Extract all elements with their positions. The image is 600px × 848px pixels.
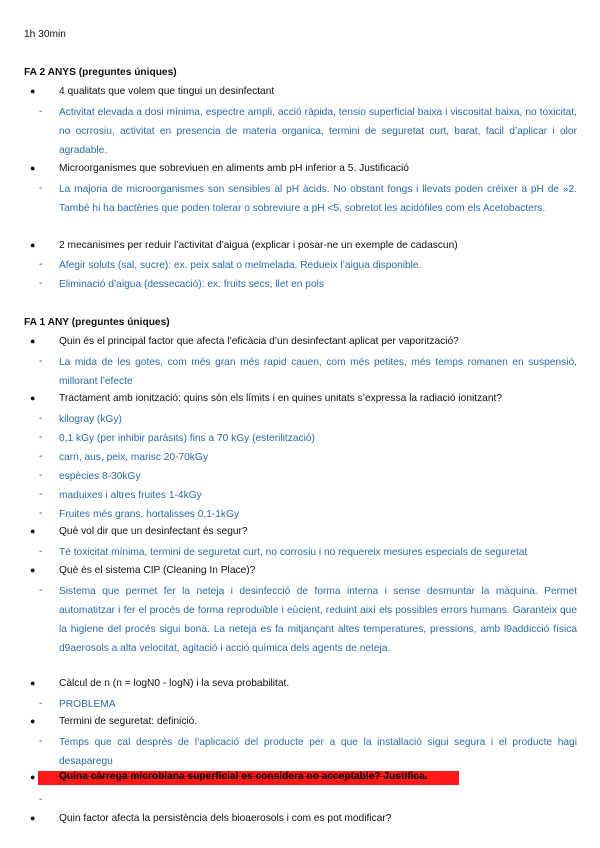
section-heading-fa2: FA 2 ANYS (preguntes úniques) (24, 67, 177, 78)
dash-icon: - (39, 698, 43, 709)
dash-icon: - (39, 259, 43, 270)
dash-icon: - (39, 546, 43, 557)
answer-text: carn, aus, peix, marisc 20-70kGy (59, 452, 208, 463)
question-text: Termini de seguretat: definició. (59, 716, 198, 727)
dash-icon: - (39, 736, 43, 747)
bullet-icon: ● (30, 526, 36, 536)
highlighted-question (30, 771, 459, 785)
section-heading-fa1: FA 1 ANY (preguntes úniques) (24, 317, 170, 328)
bullet-icon: ● (30, 565, 36, 575)
question-text: Quin és el principal factor que afecta l’eficàcia d’un desinfectant aplicat per vaporització? (59, 336, 459, 347)
answer-text: Eliminació d’aigua (dessecació): ex. fruits secs, llet en pols (59, 279, 324, 290)
answer-text: La mida de les gotes, com més gran més rapid cauen, com més petites, més temps romanen en suspensió, millorant l’efecte (59, 357, 577, 387)
dash-icon: - (39, 356, 43, 367)
duration-text: 1h 30min (24, 29, 66, 40)
bullet-icon: ● (30, 772, 36, 782)
bullet-icon: ● (30, 393, 36, 403)
bullet-icon: ● (30, 240, 36, 250)
answer-text: Sistema que permet fer la neteja i desinfecció de forma interna i sense desmuntar la màquina. Permet automatitzar i fer el procés de forma reproduïble i eùcient, reduint així els possibles errors humans. Garanteix que la higiene del procés sigui bona. La neteja es fa mitjançant altes temperatures, pressions, amb l9addicció física d9aerosols a alta velocitat, agitació i acció química dels agents de neteja. (59, 586, 577, 654)
bullet-icon: ● (30, 813, 36, 823)
question-text: Quina càrrega microbiana superficial es considera no acceptable? Justifica. (59, 771, 428, 782)
dash-icon: - (39, 183, 43, 194)
question-text: Càlcul de n (n = logN0 - logN) i la seva probabilitat. (59, 678, 290, 689)
answer-text: Temps que cal després de l’aplicació del producte per a que la installació sigui segura i el producte hagi desaparegu (59, 737, 577, 767)
answer-text: Té toxicitat mínima, termini de seguretat curt, no corrosiu i no requereix mesures especials de seguretat (59, 547, 528, 558)
answer-text: La majoria de microorganismes son sensibles al pH àcids. No obstant fongs i llevats poden créixer a pH de »2. També hi ha bactèries que poden tolerar o sobreviure a pH <5, sobretot les acidòfiles com els Acetobacters. (59, 184, 577, 214)
dash-icon: - (39, 508, 43, 519)
dash-icon: - (39, 470, 43, 481)
bullet-icon: ● (30, 716, 36, 726)
answer-text: kilogray (kGy) (59, 414, 122, 425)
answer-text: espècies 8-30kGy (59, 471, 141, 482)
answer-text: 0,1 kGy (per inhibir paràsits) fins a 70 kGy (esterilització) (59, 433, 315, 444)
answer-text: PROBLEMA (59, 699, 116, 710)
answer-text: maduixes i altres fruites 1-4kGy (59, 490, 202, 501)
question-text: Què vol dir que un desinfectant és segur? (59, 526, 248, 537)
question-text: Tractament amb ionització: quins són els límits i en quines unitats s’expressa la radiació ionitzant? (59, 393, 502, 404)
dash-icon: - (39, 432, 43, 443)
dash-icon: - (39, 585, 43, 596)
dash-icon: - (39, 794, 43, 805)
bullet-icon: ● (30, 163, 36, 173)
dash-icon: - (39, 489, 43, 500)
bullet-icon: ● (30, 336, 36, 346)
answer-text: Afegir soluts (sal, sucre): ex. peix salat o melmelada. Redueix l’aigua disponible. (59, 260, 422, 271)
dash-icon: - (39, 451, 43, 462)
bullet-icon: ● (30, 86, 36, 96)
dash-icon: - (39, 278, 43, 289)
question-text: 4 qualitats que volem que tingui un desinfectant (59, 86, 275, 97)
question-text: Microorganismes que sobreviuen en aliments amb pH inferior a 5. Justificació (59, 163, 409, 174)
answer-text: Activitat elevada a dosi mínima, espectre ampli, acció ràpida, tensio superficial baixa i viscositat baixa, no toxicitat, no ocrrosiu, activitat en presencia de materia organica, termini de seguretat curt, barat, facil d’aplicar i olor agradable. (59, 107, 577, 156)
question-text: Què és el sistema CIP (Cleaning In Place)? (59, 565, 256, 576)
dash-icon: - (39, 413, 43, 424)
bullet-icon: ● (30, 678, 36, 688)
question-text: Quin factor afecta la persistència dels bioaerosols i com es pot modificar? (59, 813, 392, 824)
answer-text: Fruites més grans, hortalisses 0,1-1kGy (59, 509, 240, 520)
question-text: 2 mecanismes per reduir l’activitat d’aigua (explicar i posar-ne un exemple de cadascun) (59, 240, 458, 251)
dash-icon: - (39, 106, 43, 117)
